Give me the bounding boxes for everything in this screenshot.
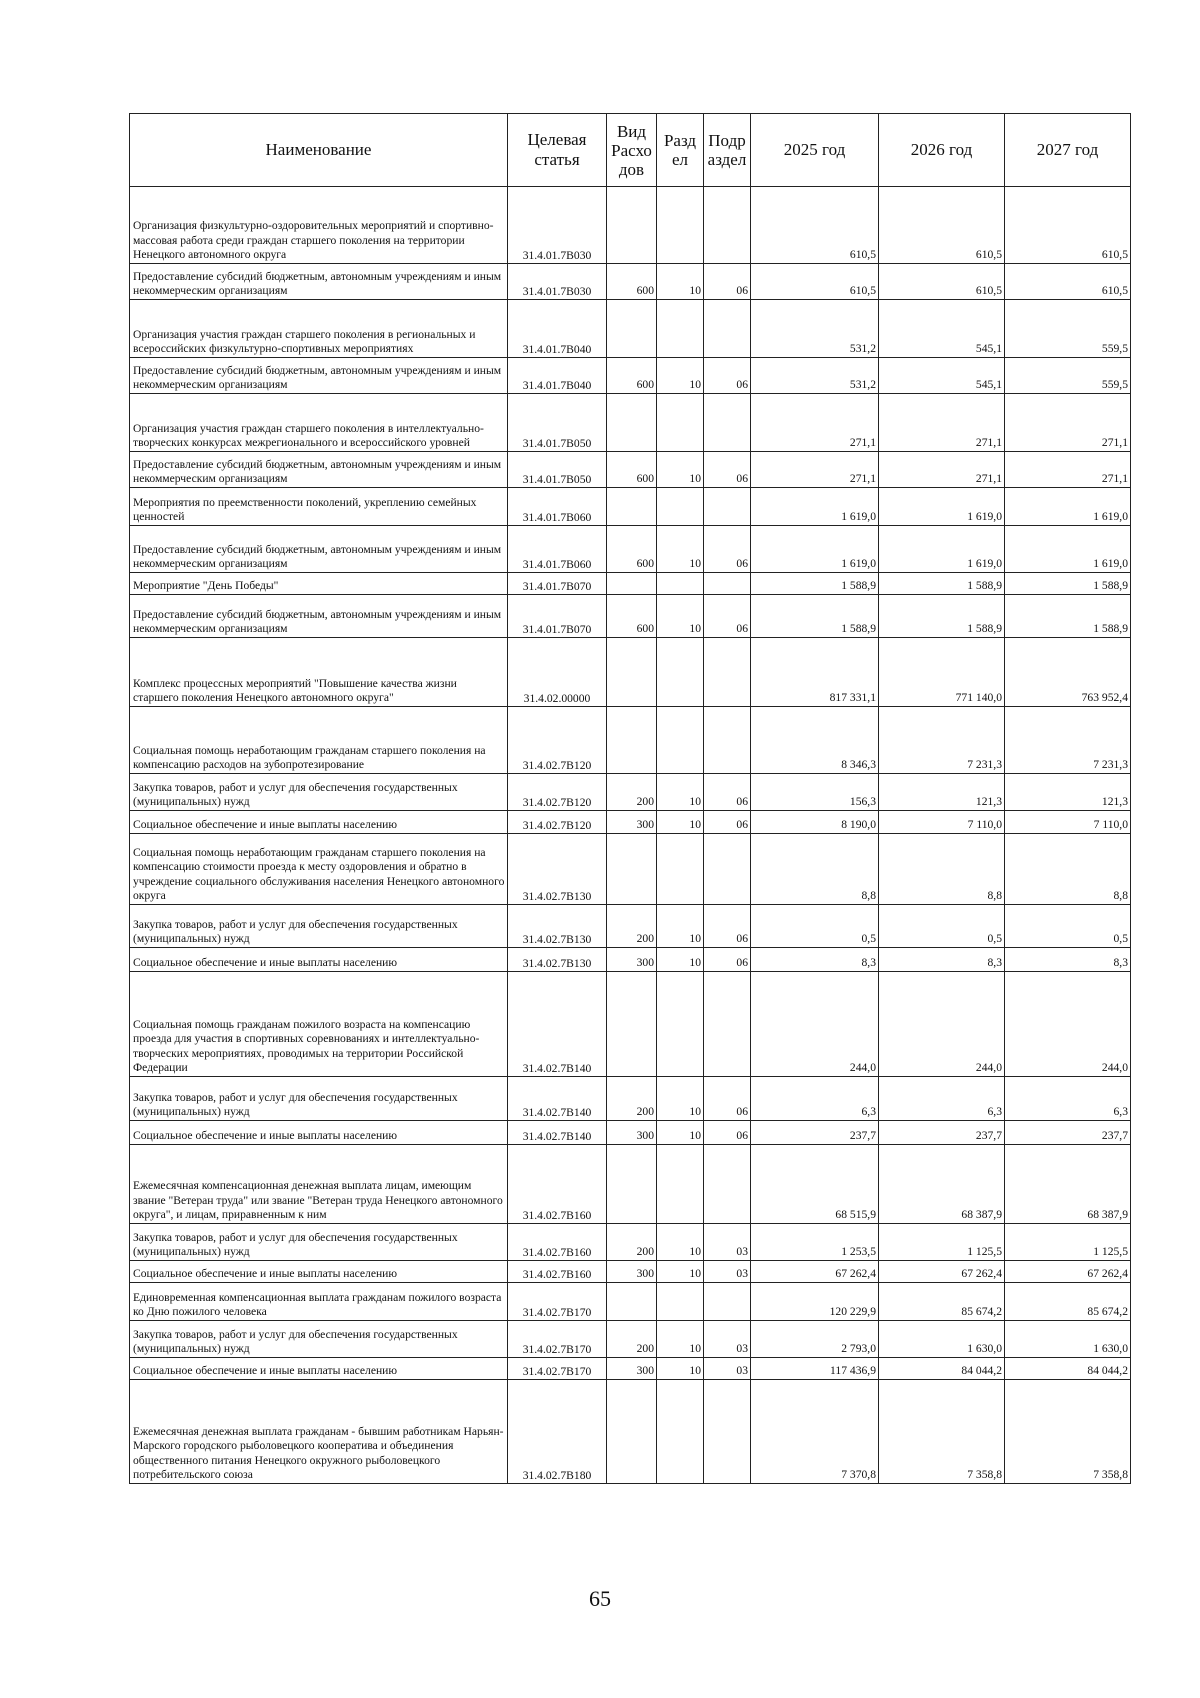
row-2027: 8,3 [1005, 948, 1131, 972]
row-vid [607, 573, 657, 595]
row-2025: 271,1 [751, 452, 879, 488]
row-article: 31.4.02.7В170 [508, 1358, 607, 1380]
table-row [130, 187, 1131, 264]
row-article: 31.4.01.7В030 [508, 264, 607, 300]
table-row [130, 1121, 1131, 1145]
row-2027: 121,3 [1005, 774, 1131, 811]
table-row [130, 638, 1131, 707]
row-name: Социальное обеспечение и иные выплаты населению [130, 1358, 508, 1380]
row-2027: 7 358,8 [1005, 1380, 1131, 1484]
row-podrazdel: 06 [704, 1077, 751, 1121]
row-2027: 68 387,9 [1005, 1145, 1131, 1224]
row-2026: 271,1 [879, 452, 1005, 488]
row-2027: 559,5 [1005, 300, 1131, 358]
row-name: Комплекс процессных мероприятий "Повышение качества жизни старшего поколения Ненецкого автономного округа" [130, 638, 508, 707]
row-article: 31.4.01.7В050 [508, 394, 607, 452]
row-vid [607, 187, 657, 264]
row-article: 31.4.01.7В060 [508, 526, 607, 573]
header-razdel: Разд ел [657, 114, 704, 187]
header-2027: 2027 год [1005, 114, 1131, 187]
row-article: 31.4.01.7В070 [508, 573, 607, 595]
row-2026: 84 044,2 [879, 1358, 1005, 1380]
row-article: 31.4.02.7В160 [508, 1224, 607, 1261]
row-2025: 156,3 [751, 774, 879, 811]
row-name: Закупка товаров, работ и услуг для обеспечения государственных (муниципальных) нужд [130, 1077, 508, 1121]
table-row [130, 300, 1131, 358]
table-body [130, 187, 1131, 1484]
row-article: 31.4.02.7В170 [508, 1283, 607, 1321]
row-name: Ежемесячная компенсационная денежная выплата лицам, имеющим звание "Ветеран труда" или звание "Ветеран труда Ненецкого автономного округа", и лицам, приравненным к ним [130, 1145, 508, 1224]
row-vid [607, 1283, 657, 1321]
row-2027: 85 674,2 [1005, 1283, 1131, 1321]
row-2026: 1 630,0 [879, 1321, 1005, 1358]
row-2025: 817 331,1 [751, 638, 879, 707]
table-row [130, 1145, 1131, 1224]
row-name: Социальная помощь гражданам пожилого возраста на компенсацию проезда для участия в спортивных соревнованиях и интеллектуально-творческих мероприятиях, проводимых на территории Российской Федерации [130, 972, 508, 1077]
row-2026: 1 619,0 [879, 526, 1005, 573]
row-razdel [657, 972, 704, 1077]
row-vid: 200 [607, 1321, 657, 1358]
row-vid: 300 [607, 1261, 657, 1283]
row-article: 31.4.02.7В140 [508, 1077, 607, 1121]
row-podrazdel [704, 300, 751, 358]
row-2027: 1 619,0 [1005, 526, 1131, 573]
row-razdel: 10 [657, 452, 704, 488]
row-razdel [657, 187, 704, 264]
table-row [130, 526, 1131, 573]
row-2027: 67 262,4 [1005, 1261, 1131, 1283]
row-name: Закупка товаров, работ и услуг для обеспечения государственных (муниципальных) нужд [130, 1321, 508, 1358]
table-row [130, 774, 1131, 811]
row-2025: 271,1 [751, 394, 879, 452]
row-razdel [657, 300, 704, 358]
row-podrazdel: 06 [704, 526, 751, 573]
row-vid [607, 834, 657, 905]
row-razdel: 10 [657, 526, 704, 573]
row-name: Социальная помощь неработающим гражданам старшего поколения на компенсацию стоимости проезда к месту оздоровления и обратно в учреждение социального обслуживания населения Ненецкого автономного округа [130, 834, 508, 905]
row-razdel: 10 [657, 1077, 704, 1121]
row-name: Социальное обеспечение и иные выплаты населению [130, 1121, 508, 1145]
row-2027: 237,7 [1005, 1121, 1131, 1145]
row-article: 31.4.02.7В120 [508, 774, 607, 811]
row-name: Закупка товаров, работ и услуг для обеспечения государственных (муниципальных) нужд [130, 905, 508, 948]
table-row [130, 358, 1131, 394]
row-article: 31.4.01.7В050 [508, 452, 607, 488]
table-row [130, 264, 1131, 300]
row-name: Предоставление субсидий бюджетным, автономным учреждениям и иным некоммерческим организациям [130, 595, 508, 638]
row-2025: 244,0 [751, 972, 879, 1077]
row-name: Мероприятие "День Победы" [130, 573, 508, 595]
table-row [130, 948, 1131, 972]
row-razdel: 10 [657, 948, 704, 972]
row-razdel [657, 1145, 704, 1224]
row-podrazdel [704, 638, 751, 707]
row-2027: 763 952,4 [1005, 638, 1131, 707]
row-podrazdel: 03 [704, 1358, 751, 1380]
row-vid [607, 638, 657, 707]
row-podrazdel [704, 1380, 751, 1484]
row-podrazdel [704, 1283, 751, 1321]
row-vid: 200 [607, 905, 657, 948]
row-2027: 610,5 [1005, 264, 1131, 300]
row-razdel [657, 1380, 704, 1484]
row-razdel: 10 [657, 774, 704, 811]
row-2025: 8 190,0 [751, 811, 879, 834]
row-podrazdel: 06 [704, 595, 751, 638]
row-podrazdel: 06 [704, 811, 751, 834]
row-vid: 300 [607, 811, 657, 834]
row-2025: 531,2 [751, 358, 879, 394]
row-2026: 7 358,8 [879, 1380, 1005, 1484]
row-2026: 85 674,2 [879, 1283, 1005, 1321]
row-2026: 610,5 [879, 187, 1005, 264]
row-podrazdel: 03 [704, 1224, 751, 1261]
header-podrazdel: Подр аздел [704, 114, 751, 187]
header-2026: 2026 год [879, 114, 1005, 187]
row-2025: 117 436,9 [751, 1358, 879, 1380]
row-podrazdel: 03 [704, 1321, 751, 1358]
row-name: Ежемесячная денежная выплата гражданам - бывшим работникам Нарьян-Марского городского рыболовецкого кооператива и объединения общественного питания Ненецкого окружного рыболовецкого потребительского союза [130, 1380, 508, 1484]
row-2026: 545,1 [879, 358, 1005, 394]
row-name: Организация участия граждан старшего поколения в региональных и всероссийских физкультурно-спортивных мероприятиях [130, 300, 508, 358]
row-2025: 67 262,4 [751, 1261, 879, 1283]
row-podrazdel: 06 [704, 358, 751, 394]
row-2025: 531,2 [751, 300, 879, 358]
table-row [130, 394, 1131, 452]
row-2026: 68 387,9 [879, 1145, 1005, 1224]
row-article: 31.4.01.7В070 [508, 595, 607, 638]
table-row [130, 834, 1131, 905]
row-2025: 1 619,0 [751, 488, 879, 526]
table-row [130, 1321, 1131, 1358]
row-name: Организация физкультурно-оздоровительных мероприятий и спортивно-массовая работа среди граждан старшего поколения на территории Ненецкого автономного округа [130, 187, 508, 264]
row-2025: 1 588,9 [751, 573, 879, 595]
row-article: 31.4.01.7В040 [508, 358, 607, 394]
row-vid: 600 [607, 526, 657, 573]
header-vid: Вид Расхо дов [607, 114, 657, 187]
row-2025: 8 346,3 [751, 707, 879, 774]
row-2026: 1 125,5 [879, 1224, 1005, 1261]
row-name: Мероприятия по преемственности поколений, укреплению семейных ценностей [130, 488, 508, 526]
row-2027: 6,3 [1005, 1077, 1131, 1121]
row-name: Закупка товаров, работ и услуг для обеспечения государственных (муниципальных) нужд [130, 774, 508, 811]
table-row [130, 1283, 1131, 1321]
table-row [130, 1077, 1131, 1121]
row-razdel [657, 394, 704, 452]
table-row [130, 1358, 1131, 1380]
row-podrazdel [704, 488, 751, 526]
row-vid [607, 394, 657, 452]
row-podrazdel: 06 [704, 905, 751, 948]
row-2026: 771 140,0 [879, 638, 1005, 707]
row-2026: 121,3 [879, 774, 1005, 811]
row-article: 31.4.01.7В040 [508, 300, 607, 358]
row-podrazdel [704, 394, 751, 452]
row-article: 31.4.02.00000 [508, 638, 607, 707]
row-2027: 1 588,9 [1005, 595, 1131, 638]
row-article: 31.4.02.7В140 [508, 1121, 607, 1145]
row-razdel [657, 488, 704, 526]
row-vid: 600 [607, 264, 657, 300]
row-2026: 6,3 [879, 1077, 1005, 1121]
row-vid [607, 300, 657, 358]
table-row [130, 452, 1131, 488]
row-vid: 200 [607, 1224, 657, 1261]
row-vid [607, 707, 657, 774]
row-podrazdel: 06 [704, 948, 751, 972]
row-2025: 610,5 [751, 264, 879, 300]
row-name: Социальное обеспечение и иные выплаты населению [130, 1261, 508, 1283]
row-article: 31.4.02.7В180 [508, 1380, 607, 1484]
row-2027: 1 619,0 [1005, 488, 1131, 526]
row-name: Закупка товаров, работ и услуг для обеспечения государственных (муниципальных) нужд [130, 1224, 508, 1261]
row-article: 31.4.01.7В030 [508, 187, 607, 264]
row-podrazdel: 06 [704, 264, 751, 300]
row-2026: 1 588,9 [879, 595, 1005, 638]
row-2026: 7 110,0 [879, 811, 1005, 834]
row-razdel: 10 [657, 595, 704, 638]
table-row [130, 595, 1131, 638]
table-row [130, 1224, 1131, 1261]
budget-table [129, 113, 1131, 1484]
row-2027: 559,5 [1005, 358, 1131, 394]
row-razdel [657, 707, 704, 774]
row-2025: 8,3 [751, 948, 879, 972]
row-razdel: 10 [657, 905, 704, 948]
row-razdel: 10 [657, 264, 704, 300]
row-2025: 2 793,0 [751, 1321, 879, 1358]
row-2027: 7 110,0 [1005, 811, 1131, 834]
row-article: 31.4.02.7В170 [508, 1321, 607, 1358]
row-2027: 271,1 [1005, 452, 1131, 488]
row-name: Предоставление субсидий бюджетным, автономным учреждениям и иным некоммерческим организациям [130, 452, 508, 488]
row-podrazdel: 06 [704, 1121, 751, 1145]
row-article: 31.4.02.7В120 [508, 811, 607, 834]
row-2026: 1 619,0 [879, 488, 1005, 526]
row-name: Предоставление субсидий бюджетным, автономным учреждениям и иным некоммерческим организациям [130, 264, 508, 300]
row-podrazdel: 03 [704, 1261, 751, 1283]
row-name: Предоставление субсидий бюджетным, автономным учреждениям и иным некоммерческим организациям [130, 358, 508, 394]
table-row [130, 488, 1131, 526]
row-2025: 1 588,9 [751, 595, 879, 638]
row-vid: 600 [607, 358, 657, 394]
table-row [130, 905, 1131, 948]
row-article: 31.4.02.7В160 [508, 1261, 607, 1283]
row-2025: 6,3 [751, 1077, 879, 1121]
table-row [130, 972, 1131, 1077]
row-2025: 68 515,9 [751, 1145, 879, 1224]
table-row [130, 811, 1131, 834]
row-razdel: 10 [657, 1224, 704, 1261]
row-podrazdel: 06 [704, 452, 751, 488]
row-2027: 8,8 [1005, 834, 1131, 905]
row-2027: 1 630,0 [1005, 1321, 1131, 1358]
row-2025: 8,8 [751, 834, 879, 905]
header-article: Целевая статья [508, 114, 607, 187]
row-razdel: 10 [657, 1321, 704, 1358]
header-name: Наименование [130, 114, 508, 187]
row-razdel: 10 [657, 358, 704, 394]
row-2027: 84 044,2 [1005, 1358, 1131, 1380]
row-vid: 200 [607, 1077, 657, 1121]
row-2026: 244,0 [879, 972, 1005, 1077]
row-2026: 545,1 [879, 300, 1005, 358]
row-razdel [657, 834, 704, 905]
row-name: Единовременная компенсационная выплата гражданам пожилого возраста ко Дню пожилого человека [130, 1283, 508, 1321]
row-razdel [657, 1283, 704, 1321]
row-razdel: 10 [657, 811, 704, 834]
row-podrazdel: 06 [704, 774, 751, 811]
table-header-row [130, 114, 1131, 187]
row-vid: 300 [607, 1121, 657, 1145]
row-article: 31.4.02.7В130 [508, 834, 607, 905]
row-name: Социальная помощь неработающим гражданам старшего поколения на компенсацию расходов на зубопротезирование [130, 707, 508, 774]
row-name: Социальное обеспечение и иные выплаты населению [130, 811, 508, 834]
row-2026: 0,5 [879, 905, 1005, 948]
row-article: 31.4.02.7В160 [508, 1145, 607, 1224]
row-2026: 610,5 [879, 264, 1005, 300]
row-2026: 67 262,4 [879, 1261, 1005, 1283]
row-2025: 120 229,9 [751, 1283, 879, 1321]
row-podrazdel [704, 573, 751, 595]
row-vid: 300 [607, 948, 657, 972]
row-podrazdel [704, 1145, 751, 1224]
row-vid: 300 [607, 1358, 657, 1380]
header-2025: 2025 год [751, 114, 879, 187]
row-2025: 237,7 [751, 1121, 879, 1145]
row-vid [607, 972, 657, 1077]
budget-table-sheet [129, 113, 1130, 1484]
row-razdel: 10 [657, 1261, 704, 1283]
row-article: 31.4.02.7В140 [508, 972, 607, 1077]
row-2025: 7 370,8 [751, 1380, 879, 1484]
row-vid: 600 [607, 595, 657, 638]
row-vid: 600 [607, 452, 657, 488]
table-row [130, 1261, 1131, 1283]
row-2027: 1 125,5 [1005, 1224, 1131, 1261]
row-2025: 1 619,0 [751, 526, 879, 573]
row-2026: 8,3 [879, 948, 1005, 972]
row-2025: 610,5 [751, 187, 879, 264]
row-article: 31.4.02.7В130 [508, 948, 607, 972]
table-row [130, 707, 1131, 774]
table-row [130, 573, 1131, 595]
row-2027: 271,1 [1005, 394, 1131, 452]
row-vid [607, 488, 657, 526]
row-razdel: 10 [657, 1121, 704, 1145]
row-article: 31.4.02.7В130 [508, 905, 607, 948]
row-2025: 0,5 [751, 905, 879, 948]
row-vid: 200 [607, 774, 657, 811]
row-article: 31.4.02.7В120 [508, 707, 607, 774]
page-number: 65 [589, 1586, 611, 1611]
row-razdel: 10 [657, 1358, 704, 1380]
row-name: Организация участия граждан старшего поколения в интеллектуально-творческих конкурсах межрегионального и всероссийского уровней [130, 394, 508, 452]
row-2027: 0,5 [1005, 905, 1131, 948]
row-2026: 237,7 [879, 1121, 1005, 1145]
row-podrazdel [704, 834, 751, 905]
row-vid [607, 1380, 657, 1484]
row-razdel [657, 638, 704, 707]
row-podrazdel [704, 972, 751, 1077]
row-vid [607, 1145, 657, 1224]
row-2026: 8,8 [879, 834, 1005, 905]
row-2026: 271,1 [879, 394, 1005, 452]
row-2027: 610,5 [1005, 187, 1131, 264]
row-2026: 1 588,9 [879, 573, 1005, 595]
row-name: Социальное обеспечение и иные выплаты населению [130, 948, 508, 972]
row-razdel [657, 573, 704, 595]
row-2025: 1 253,5 [751, 1224, 879, 1261]
row-2027: 1 588,9 [1005, 573, 1131, 595]
row-2027: 244,0 [1005, 972, 1131, 1077]
row-name: Предоставление субсидий бюджетным, автономным учреждениям и иным некоммерческим организациям [130, 526, 508, 573]
row-podrazdel [704, 707, 751, 774]
row-podrazdel [704, 187, 751, 264]
table-row [130, 1380, 1131, 1484]
row-article: 31.4.01.7В060 [508, 488, 607, 526]
row-2026: 7 231,3 [879, 707, 1005, 774]
row-2027: 7 231,3 [1005, 707, 1131, 774]
